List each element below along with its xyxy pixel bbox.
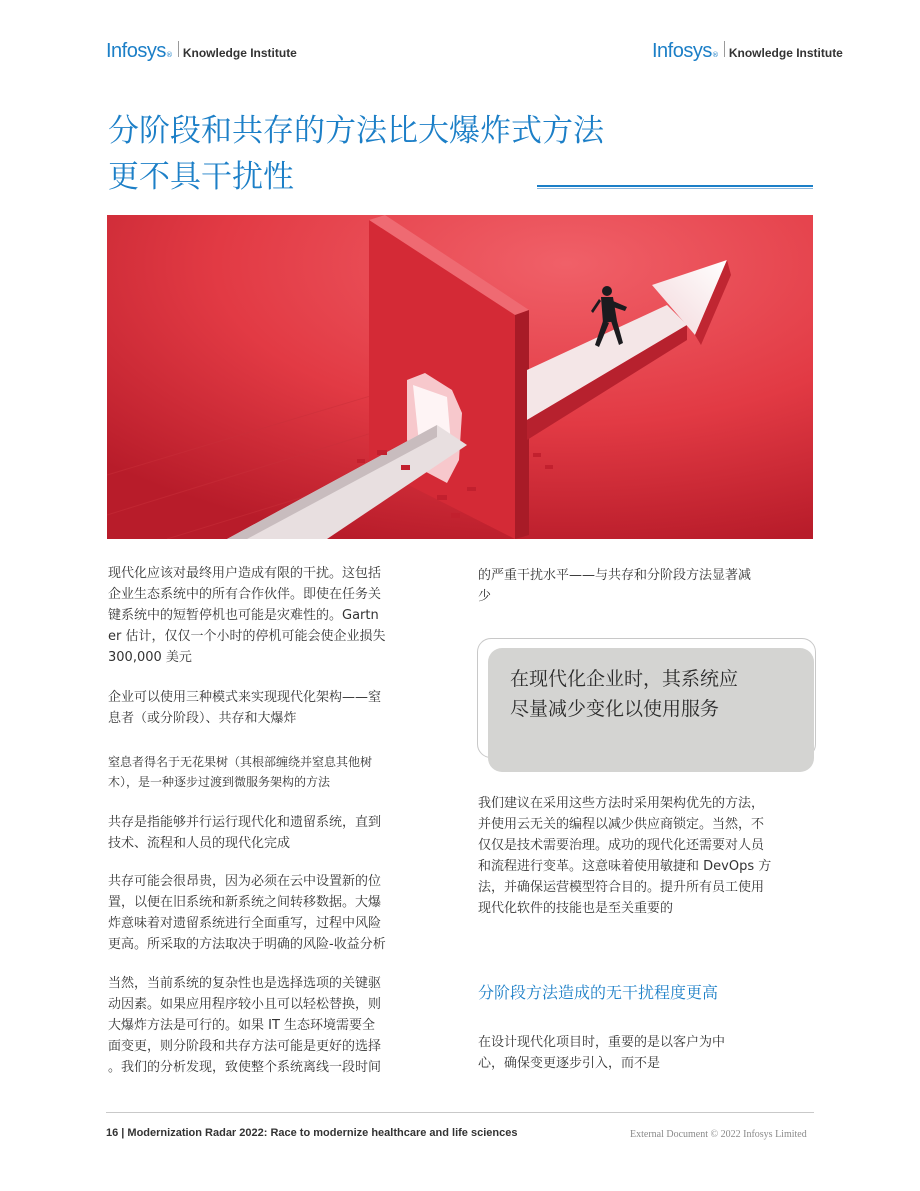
- paragraph: [108, 812, 438, 854]
- infosys-logo-right: [652, 40, 843, 63]
- page-title: [108, 108, 604, 200]
- title-underline: [537, 185, 813, 190]
- text-line: 面变更，则分阶段和共存方法可能是更好的选择: [108, 1039, 382, 1054]
- pull-quote-text: [510, 664, 738, 724]
- text-line: 息者（或分阶段）、共存和大爆炸: [108, 711, 297, 726]
- paragraph: [108, 687, 438, 729]
- text-line: 炸意味着对遗留系统进行全面重写，过程中风险: [108, 916, 382, 931]
- text-line: 大爆炸方法是可行的。如果 IT 生态环境需要全: [108, 1018, 376, 1033]
- logo-registered-mark: ®: [165, 51, 173, 59]
- paragraph: [108, 563, 438, 668]
- runner-breaking-wall-arrow-illustration: [107, 215, 813, 539]
- logo-wordmark: Infosys: [106, 40, 166, 62]
- text-line: 置，以便在旧系统和新系统之间转移数据。大爆: [108, 895, 382, 910]
- text-line: 我们建议在采用这些方法时采用架构优先的方法，: [478, 796, 765, 811]
- text-line: 共存是指能够并行运行现代化和遗留系统，直到: [108, 815, 382, 830]
- text-line: 现代化应该对最终用户造成有限的干扰。这包括: [108, 566, 382, 581]
- pull-quote-line: 在现代化企业时，其系统应: [510, 668, 739, 690]
- paragraph: [108, 973, 438, 1078]
- text-line: er 估计，仅仅一个小时的停机可能会使企业损失: [108, 629, 386, 644]
- text-line: 企业可以使用三种模式来实现现代化架构——窒: [108, 690, 382, 705]
- hero-illustration: [107, 215, 813, 539]
- footer-divider: [106, 1112, 814, 1113]
- footer-page-label: 16 | Modernization Radar 2022: Race to modernize healthcare and life sciences: [106, 1127, 518, 1139]
- text-line: 心，确保变更逐步引入，而不是: [478, 1056, 661, 1071]
- infosys-logo-left: [106, 40, 297, 63]
- pull-quote-line: 尽量减少变化以使用服务: [510, 698, 720, 720]
- text-line: 法，并确保运营模型符合目的。提升所有员工使用: [478, 880, 765, 895]
- text-line: 键系统中的短暂停机也可能是灾难性的。Gartn: [108, 608, 379, 623]
- text-line: 和流程进行变革。这意味着使用敏捷和 DevOps 方: [478, 859, 772, 874]
- section-subheading: 分阶段方法造成的无干扰程度更高: [478, 983, 719, 1002]
- text-line: 共存可能会很昂贵，因为必须在云中设置新的位: [108, 874, 382, 889]
- text-line: 少: [478, 589, 492, 604]
- text-line: 300,000 美元: [108, 650, 192, 665]
- text-line: 木），是一种逐步过渡到微服务架构的方法: [108, 775, 331, 789]
- text-line: 企业生态系统中的所有合作伙伴。即使在任务关: [108, 587, 382, 602]
- logo-subtitle: Knowledge Institute: [182, 46, 297, 60]
- text-line: 动因素。如果应用程序较小且可以轻松替换，则: [108, 997, 382, 1012]
- text-line: 更高。所采取的方法取决于明确的风险-收益分析: [108, 937, 386, 952]
- text-line: 在设计现代化项目时，重要的是以客户为中: [478, 1035, 726, 1050]
- paragraph: [478, 793, 818, 919]
- paragraph: [478, 1032, 818, 1074]
- paragraph: [108, 752, 438, 792]
- logo-divider: [178, 41, 179, 57]
- pull-quote-callout: [488, 648, 814, 772]
- text-line: 技术、流程和人员的现代化完成: [108, 836, 291, 851]
- logo-wordmark: Infosys: [652, 40, 712, 62]
- logo-registered-mark: ®: [711, 51, 719, 59]
- text-line: 当然，当前系统的复杂性也是选择选项的关键驱: [108, 976, 382, 991]
- text-line: 仅仅是技术需要治理。成功的现代化还需要对人员: [478, 838, 765, 853]
- paragraph: [108, 871, 438, 955]
- page-title-line-2: 更不具干扰性: [108, 159, 294, 195]
- text-line: 。我们的分析发现，致使整个系统离线一段时间: [108, 1060, 382, 1075]
- text-line: 的严重干扰水平——与共存和分阶段方法显著减: [478, 568, 752, 583]
- paragraph: [478, 565, 814, 607]
- text-line: 并使用云无关的编程以减少供应商锁定。当然，不: [478, 817, 765, 832]
- page-title-line-1: 分阶段和共存的方法比大爆炸式方法: [108, 113, 604, 149]
- text-line: 窒息者得名于无花果树（其根部缠绕并窒息其他树: [108, 755, 373, 769]
- footer-copyright: External Document © 2022 Infosys Limited: [630, 1129, 807, 1140]
- logo-subtitle: Knowledge Institute: [728, 46, 843, 60]
- logo-divider: [724, 41, 725, 57]
- text-line: 现代化软件的技能也是至关重要的: [478, 901, 674, 916]
